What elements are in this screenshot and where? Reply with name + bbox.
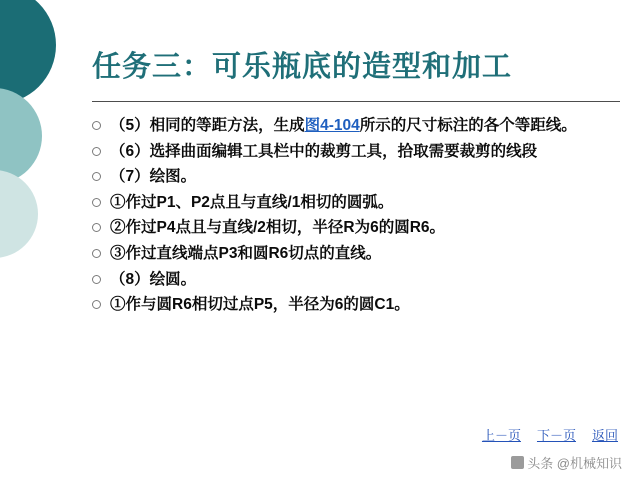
decorative-circle-dark	[0, 0, 56, 104]
list-item-text: ①作与圆R6相切过点P5，半径为6的圆C1。	[110, 296, 410, 314]
bullet-icon	[92, 116, 110, 133]
prev-page-link[interactable]: 上－页	[481, 428, 521, 443]
list-item	[92, 270, 622, 291]
list-item-text: （6）选择曲面编辑工具栏中的裁剪工具，拾取需要裁剪的线段	[110, 142, 538, 160]
list-item-text: ②作过P4点且与直线/2相切，半径R为6的圆R6。	[110, 219, 446, 237]
list-item	[92, 142, 622, 163]
bullet-icon	[92, 218, 110, 235]
list-item	[92, 295, 622, 316]
bullet-icon	[92, 295, 110, 312]
list-item-text-pre: （5）相同的等距方法，生成	[110, 117, 305, 134]
list-item	[92, 218, 622, 239]
title-divider	[92, 101, 620, 102]
list-item	[92, 116, 622, 137]
figure-reference-link[interactable]: 图4-104	[304, 117, 360, 134]
back-link[interactable]: 返回	[591, 428, 618, 443]
list-item	[92, 244, 622, 265]
footer-navigation	[482, 425, 618, 444]
list-item-text: （8）绘圆。	[110, 270, 197, 288]
list-item-text	[110, 116, 622, 137]
list-item	[92, 167, 622, 188]
list-item-text: （7）绘图。	[110, 168, 197, 186]
decorative-circle-mid	[0, 88, 42, 184]
bullet-icon	[92, 244, 110, 261]
toutiao-icon	[511, 456, 524, 469]
bullet-icon	[92, 193, 110, 210]
bullet-icon	[92, 142, 110, 159]
list-item-text-post: 所示的尺寸标注的各个等距线。	[359, 117, 577, 134]
bullet-icon	[92, 167, 110, 184]
next-page-link[interactable]: 下－页	[536, 428, 576, 443]
list-item-text: ①作过P1、P2点且与直线/1相切的圆弧。	[110, 193, 394, 211]
list-item	[92, 193, 622, 214]
list-item-text: ③作过直线端点P3和圆R6切点的直线。	[110, 245, 382, 263]
page-title: 任务三：可乐瓶底的造型和加工	[92, 51, 513, 83]
watermark-text: 头条 @机械知识	[527, 456, 622, 471]
bullet-list	[92, 116, 622, 321]
watermark	[511, 453, 622, 472]
bullet-icon	[92, 270, 110, 287]
decorative-circle-light	[0, 170, 38, 258]
